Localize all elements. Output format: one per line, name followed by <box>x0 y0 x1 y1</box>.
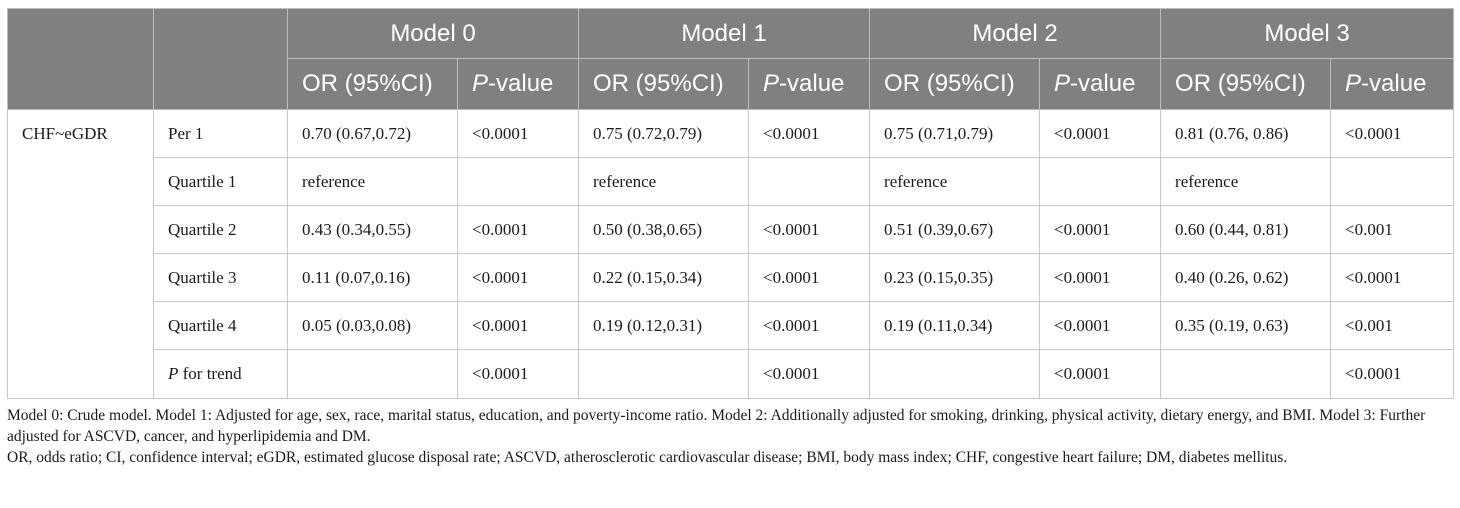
table-cell <box>1161 350 1331 399</box>
table-cell: 0.11 (0.07,0.16) <box>288 254 458 302</box>
group-spacer <box>8 302 154 350</box>
table-cell <box>1331 158 1454 206</box>
table-cell <box>1040 158 1161 206</box>
table-cell: <0.0001 <box>1331 254 1454 302</box>
header-p-rest: -value <box>1361 70 1427 97</box>
header-blank-1 <box>8 9 154 110</box>
table-cell: 0.51 (0.39,0.67) <box>870 206 1040 254</box>
header-p-rest: -value <box>1070 70 1136 97</box>
table-cell: <0.0001 <box>749 110 870 158</box>
group-label: CHF~eGDR <box>8 110 154 158</box>
table-cell <box>458 158 579 206</box>
table-cell: <0.0001 <box>1040 350 1161 399</box>
results-table <box>7 8 1454 399</box>
table-footnotes <box>7 405 1453 468</box>
table-row <box>8 302 1454 350</box>
header-p-rest: -value <box>779 70 845 97</box>
table-row <box>8 254 1454 302</box>
table-cell: 0.40 (0.26, 0.62) <box>1161 254 1331 302</box>
group-spacer <box>8 158 154 206</box>
table-body <box>8 110 1454 399</box>
row-label: Quartile 3 <box>154 254 288 302</box>
table-cell: <0.0001 <box>749 254 870 302</box>
table-cell: 0.23 (0.15,0.35) <box>870 254 1040 302</box>
header-pvalue <box>749 59 870 110</box>
table-cell: <0.0001 <box>1040 254 1161 302</box>
table-cell: 0.75 (0.72,0.79) <box>579 110 749 158</box>
row-label: Per 1 <box>154 110 288 158</box>
table-cell: 0.22 (0.15,0.34) <box>579 254 749 302</box>
group-spacer <box>8 350 154 399</box>
table-cell: <0.0001 <box>1331 110 1454 158</box>
header-p-italic: P <box>1345 70 1362 97</box>
table-cell: <0.0001 <box>749 206 870 254</box>
table-cell: <0.0001 <box>458 110 579 158</box>
table-cell: reference <box>870 158 1040 206</box>
table-cell: 0.81 (0.76, 0.86) <box>1161 110 1331 158</box>
header-p-rest: -value <box>488 70 554 97</box>
table-cell: reference <box>1161 158 1331 206</box>
table-cell: <0.0001 <box>749 302 870 350</box>
header-or: OR (95%CI) <box>1161 59 1331 110</box>
header-model-3: Model 3 <box>1161 9 1454 59</box>
row-label: Quartile 2 <box>154 206 288 254</box>
header-or: OR (95%CI) <box>579 59 749 110</box>
table-cell: <0.0001 <box>458 206 579 254</box>
header-p-italic: P <box>763 70 780 97</box>
table-row <box>8 350 1454 399</box>
group-spacer <box>8 206 154 254</box>
table-cell <box>749 158 870 206</box>
group-spacer <box>8 254 154 302</box>
footnote-models: Model 0: Crude model. Model 1: Adjusted for age, sex, race, marital status, education, and poverty-income ratio. Model 2: Additionally adjusted for smoking, drinking, physical activity, dietary energy, and BMI. Model 3: Further adjusted for ASCVD, cancer, and hyperlipidemia and DM. <box>7 407 1426 445</box>
header-p-italic: P <box>1054 70 1071 97</box>
table-header <box>8 9 1454 110</box>
table-cell: <0.0001 <box>1040 110 1161 158</box>
header-p-italic: P <box>472 70 489 97</box>
table-cell: <0.0001 <box>1331 350 1454 399</box>
table-cell: <0.001 <box>1331 206 1454 254</box>
table-cell: <0.001 <box>1331 302 1454 350</box>
header-pvalue <box>1040 59 1161 110</box>
table-cell: <0.0001 <box>458 302 579 350</box>
table-cell: 0.35 (0.19, 0.63) <box>1161 302 1331 350</box>
table-cell: 0.05 (0.03,0.08) <box>288 302 458 350</box>
footnote-abbreviations: OR, odds ratio; CI, confidence interval; eGDR, estimated glucose disposal rate; ASCVD, atherosclerotic cardiovascular disease; BMI, body mass index; CHF, congestive heart failure; DM, diabetes mellitus. <box>7 449 1288 466</box>
header-model-2: Model 2 <box>870 9 1161 59</box>
header-pvalue <box>1331 59 1454 110</box>
row-label: Quartile 4 <box>154 302 288 350</box>
table-cell <box>579 350 749 399</box>
table-cell: 0.43 (0.34,0.55) <box>288 206 458 254</box>
table-cell: 0.19 (0.11,0.34) <box>870 302 1040 350</box>
table-cell <box>870 350 1040 399</box>
header-model-0: Model 0 <box>288 9 579 59</box>
row-label-p-italic: P <box>168 364 179 383</box>
table-cell: reference <box>288 158 458 206</box>
table-cell: <0.0001 <box>458 350 579 399</box>
table-cell: 0.19 (0.12,0.31) <box>579 302 749 350</box>
header-pvalue <box>458 59 579 110</box>
table-cell: <0.0001 <box>749 350 870 399</box>
table-cell: <0.0001 <box>1040 206 1161 254</box>
table-row <box>8 110 1454 158</box>
table-cell: 0.60 (0.44, 0.81) <box>1161 206 1331 254</box>
table-cell: 0.75 (0.71,0.79) <box>870 110 1040 158</box>
table-cell: 0.70 (0.67,0.72) <box>288 110 458 158</box>
table-cell: <0.0001 <box>1040 302 1161 350</box>
table-row <box>8 206 1454 254</box>
table-row <box>8 158 1454 206</box>
table-cell: reference <box>579 158 749 206</box>
table-cell: 0.50 (0.38,0.65) <box>579 206 749 254</box>
table-cell <box>288 350 458 399</box>
header-blank-2 <box>154 9 288 110</box>
row-label-rest: for trend <box>178 364 242 383</box>
row-label: Quartile 1 <box>154 158 288 206</box>
row-label <box>154 350 288 399</box>
header-or: OR (95%CI) <box>870 59 1040 110</box>
header-model-1: Model 1 <box>579 9 870 59</box>
table-cell: <0.0001 <box>458 254 579 302</box>
header-or: OR (95%CI) <box>288 59 458 110</box>
